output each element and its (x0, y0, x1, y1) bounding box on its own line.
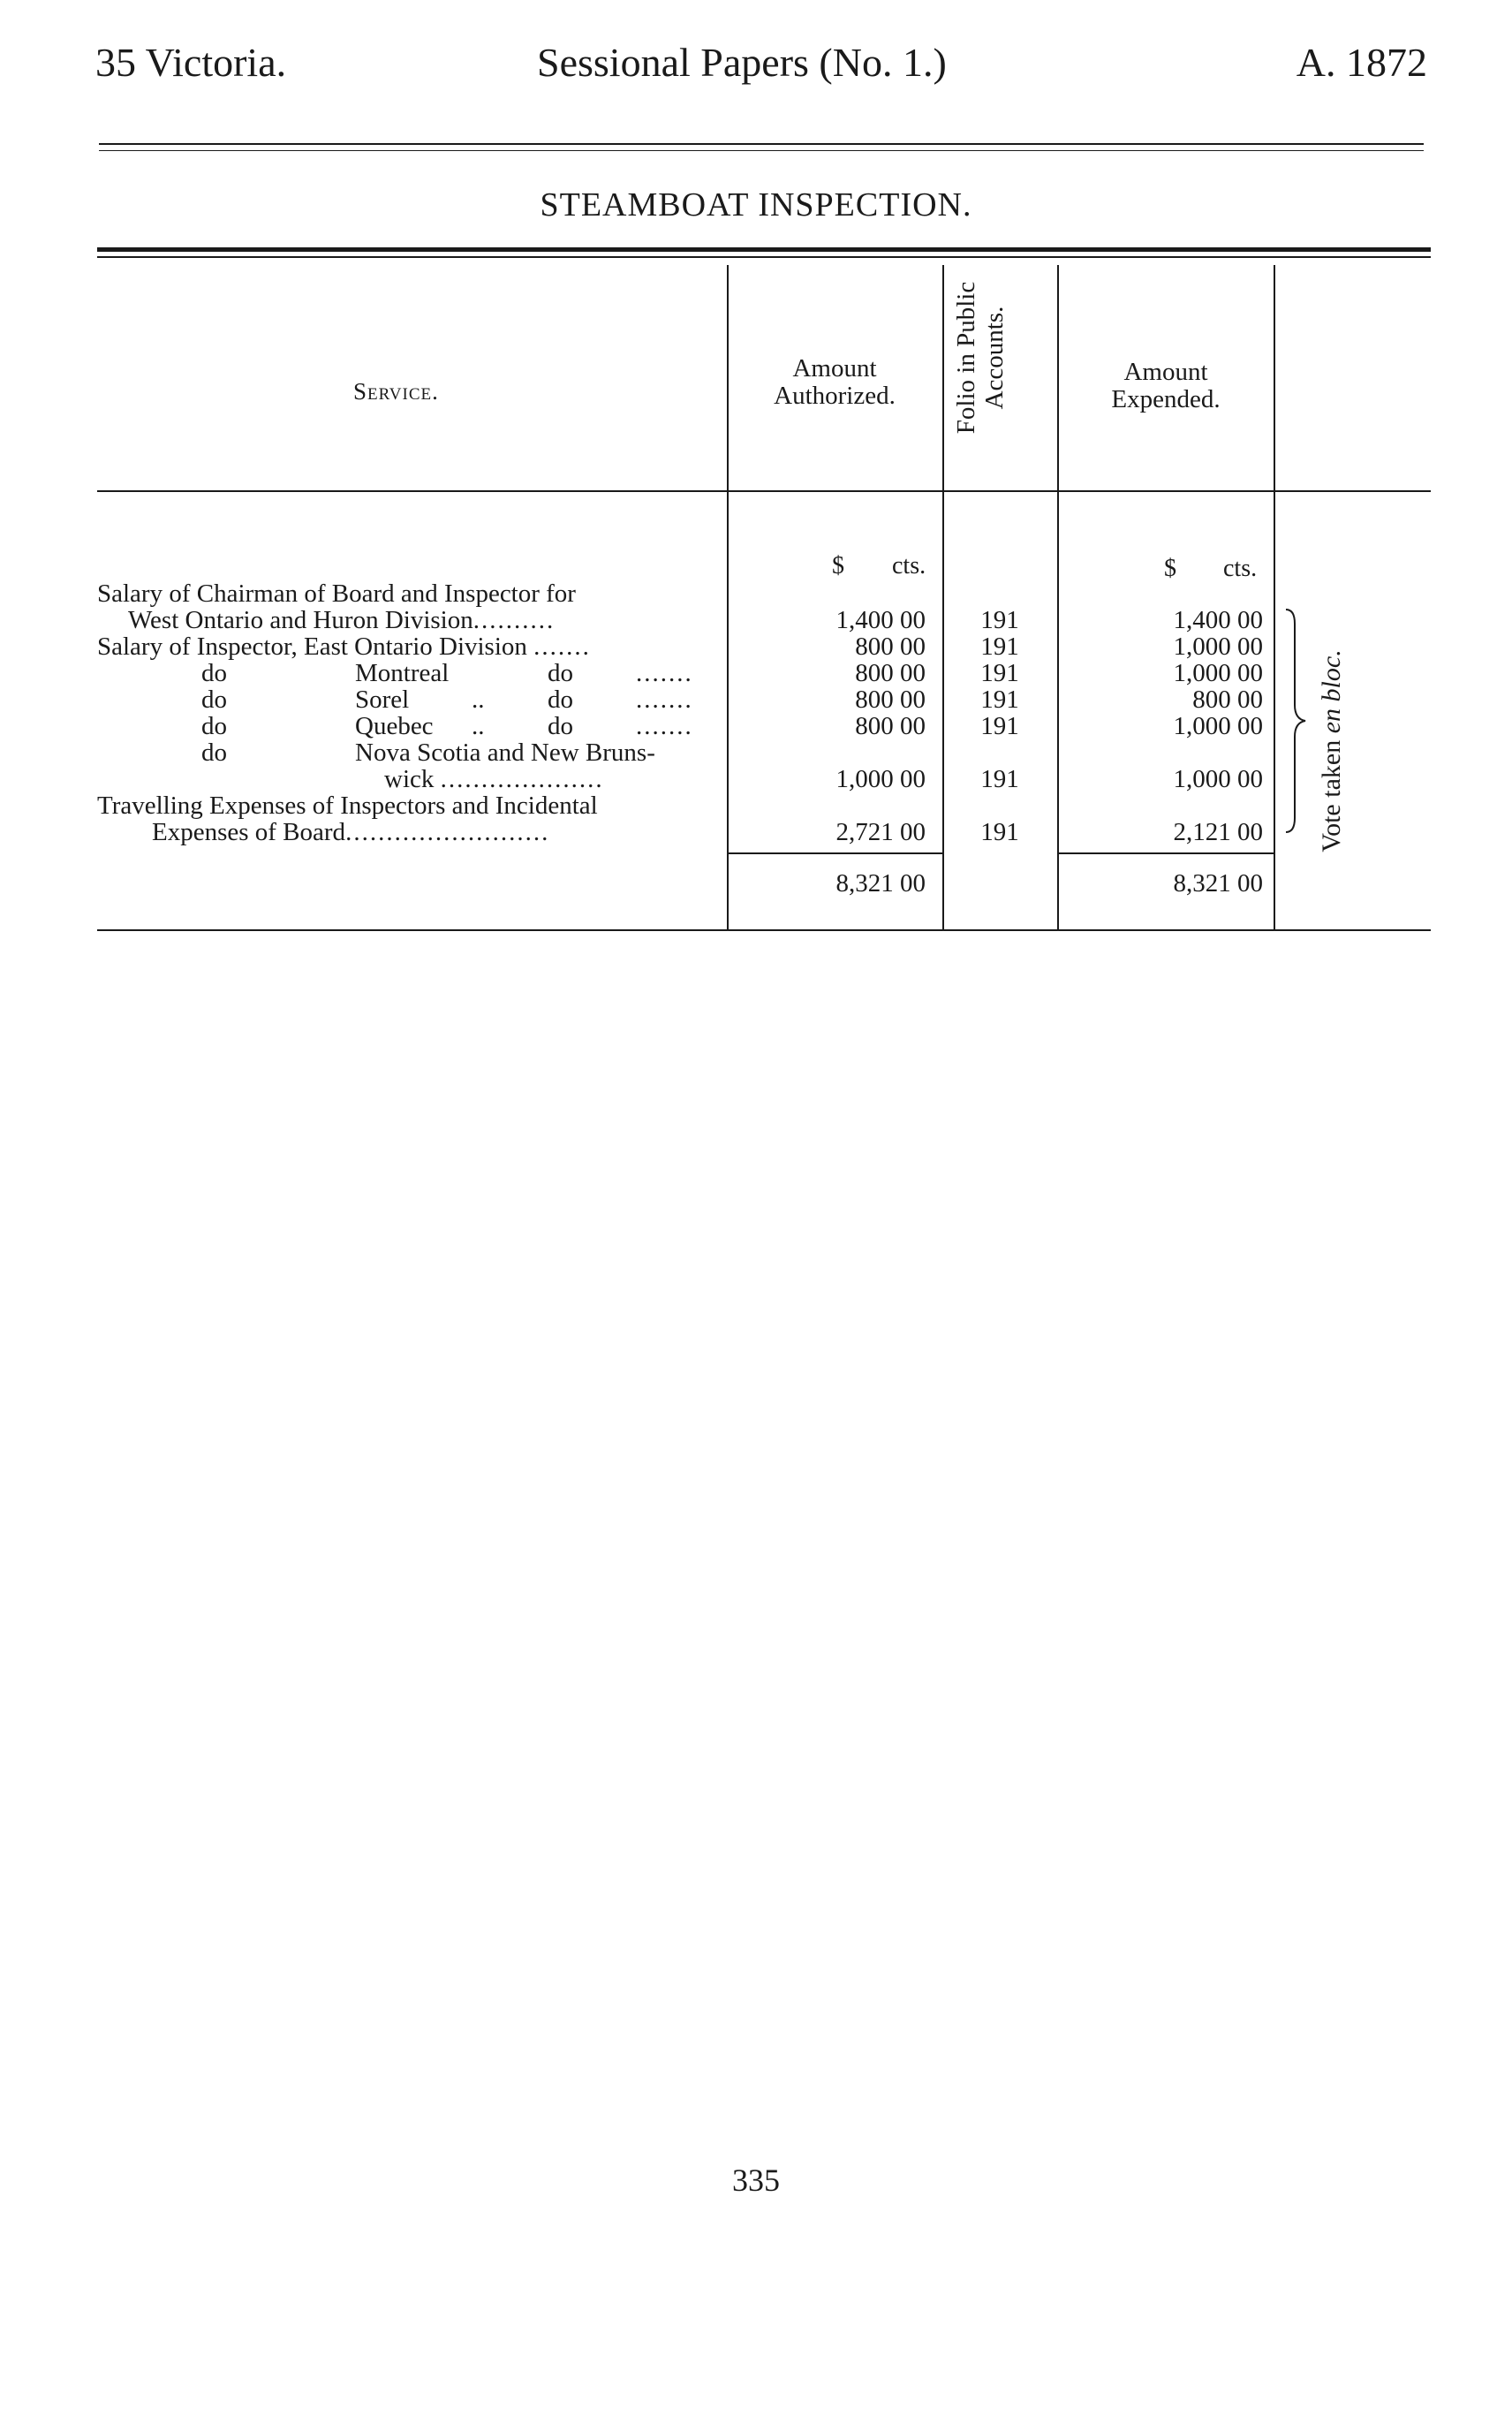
authorized-dollar-unit: $ (832, 552, 844, 579)
expended-value: 1,000 00 (1173, 659, 1263, 687)
service-line: Expenses of Board......................... (152, 818, 550, 846)
header-rule-bottom (99, 150, 1424, 151)
service-line: Montreal (355, 659, 450, 687)
service-line: do (548, 686, 573, 714)
service-line: Salary of Chairman of Board and Inspector for (97, 579, 576, 608)
service-line: do (548, 659, 573, 687)
service-line: Salary of Inspector, East Ontario Division ....... (97, 633, 591, 661)
amount-authorized-label-2: Authorized. (774, 382, 896, 410)
total-expended: 8,321 00 (1173, 869, 1263, 898)
expended-value: 1,400 00 (1173, 606, 1263, 634)
header-rule-top (99, 143, 1424, 145)
expended-cents-unit: cts. (1223, 555, 1258, 582)
folio-label-2: Accounts. (980, 306, 1009, 410)
divider-service (727, 265, 729, 929)
service-line: wick .................... (384, 765, 604, 793)
amount-expended-label-1: Amount (1123, 358, 1208, 386)
header-publication: Sessional Papers (No. 1.) (537, 40, 947, 85)
authorized-value: 800 00 (855, 633, 926, 661)
divider-authorized (942, 265, 944, 929)
expended-value: 1,000 00 (1173, 765, 1263, 793)
expended-value: 800 00 (1192, 686, 1263, 714)
service-line: ....... (636, 686, 693, 714)
header-session: 35 Victoria. (95, 40, 287, 85)
service-line: do (201, 712, 227, 740)
total-authorized: 8,321 00 (835, 869, 926, 898)
service-line: ....... (636, 712, 693, 740)
amount-expended-label-2: Expended. (1111, 385, 1221, 413)
column-header-rule (97, 490, 1431, 492)
total-rule-expended (1059, 852, 1274, 854)
amount-authorized-label-1: Amount (792, 354, 877, 383)
column-header-amount-expended (1086, 359, 1245, 413)
vote-note: Vote taken en bloc. (1317, 649, 1346, 852)
expended-value: 2,121 00 (1173, 818, 1263, 846)
service-line: Quebec (355, 712, 434, 740)
expended-value: 1,000 00 (1173, 633, 1263, 661)
authorized-value: 1,000 00 (835, 765, 926, 793)
service-line: do (201, 659, 227, 687)
service-line: do (548, 712, 573, 740)
service-line: do (201, 686, 227, 714)
page-number: 335 (732, 2163, 780, 2198)
service-line: Sorel (355, 686, 410, 714)
title-rule-thin (97, 256, 1431, 258)
page-title: STEAMBOAT INSPECTION. (540, 186, 972, 223)
authorized-cents-unit: cts. (892, 552, 926, 579)
service-line: Travelling Expenses of Inspectors and Incidental (97, 792, 598, 820)
column-header-amount-authorized (760, 355, 910, 410)
folio-value: 191 (980, 686, 1019, 714)
divider-expended (1274, 265, 1275, 929)
folio-value: 191 (980, 765, 1019, 793)
folio-value: 191 (980, 606, 1019, 634)
authorized-value: 800 00 (855, 659, 926, 687)
folio-value: 191 (980, 712, 1019, 740)
service-line: .. (472, 686, 485, 714)
authorized-value: 800 00 (855, 686, 926, 714)
authorized-value: 1,400 00 (835, 606, 926, 634)
brace-icon (1282, 606, 1309, 836)
title-rule-thick (97, 247, 1431, 252)
service-line: ....... (636, 659, 693, 687)
header-year: A. 1872 (1296, 40, 1427, 85)
folio-value: 191 (980, 659, 1019, 687)
service-line: West Ontario and Huron Division.......... (128, 606, 556, 634)
column-header-folio (952, 282, 1009, 434)
service-line: do (201, 739, 227, 767)
total-rule-authorized (729, 852, 942, 854)
authorized-value: 2,721 00 (835, 818, 926, 846)
authorized-value: 800 00 (855, 712, 926, 740)
service-line: Nova Scotia and New Bruns- (355, 739, 655, 767)
service-line: .. (472, 712, 485, 740)
folio-label-1: Folio in Public (952, 281, 980, 435)
expended-value: 1,000 00 (1173, 712, 1263, 740)
column-header-service: Service. (353, 378, 439, 405)
expended-dollar-unit: $ (1164, 555, 1176, 582)
table-bottom-rule (97, 929, 1431, 931)
divider-folio (1057, 265, 1059, 929)
folio-value: 191 (980, 633, 1019, 661)
folio-value: 191 (980, 818, 1019, 846)
